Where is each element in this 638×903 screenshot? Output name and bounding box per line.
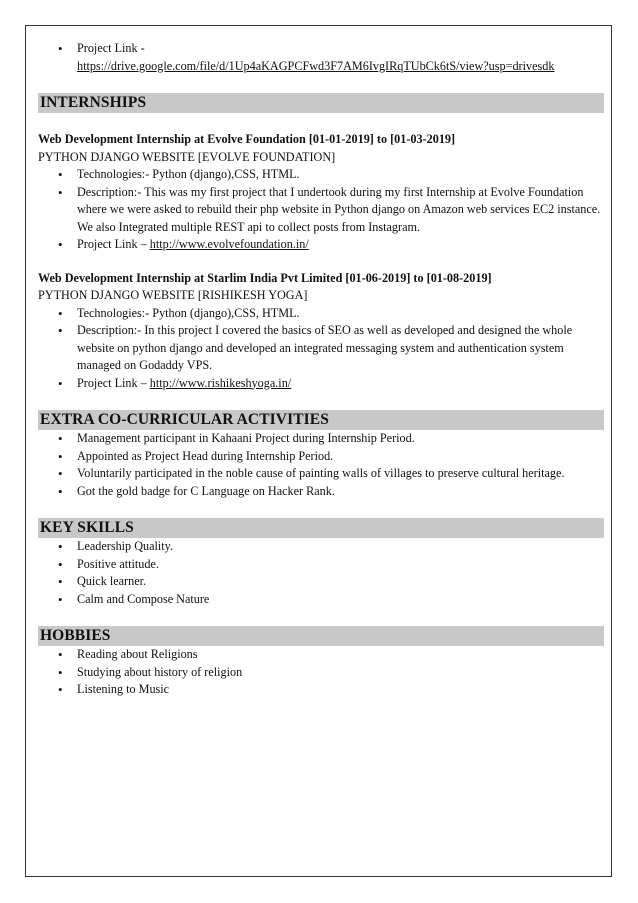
list-item: • Studying about history of religion [38,664,603,682]
resume-content [38,40,603,699]
list-item: • Voluntarily participated in the noble cause of painting walls of villages to preserve cultural heritage. [38,465,603,483]
key-skills-list [38,538,603,608]
project-link-label: Project Link – [77,237,150,251]
list-item: • Description:- This was my first project that I undertook during my first Internship at Evolve Foundation where we were asked to rebuild their php website in Python django on Amazon web services EC2 instance. We also Integrated multiple REST api to collect posts from Instagram. [38,184,603,237]
project-link-url[interactable]: http://www.evolvefoundation.in/ [149,237,309,251]
list-item: • Leadership Quality. [38,538,603,556]
list-item: • Listening to Music [38,681,603,699]
section-heading-internships: INTERNSHIPS [38,93,604,113]
list-item: • Reading about Religions [38,646,603,664]
internship-details [38,166,603,254]
internship-details [38,305,603,393]
list-item: • Appointed as Project Head during Internship Period. [38,448,603,466]
internship-entry-2 [38,270,603,393]
hobbies-list [38,646,603,699]
section-heading-key-skills: KEY SKILLS [38,518,604,538]
project-list-top [38,40,603,75]
list-item [38,375,603,393]
project-link-url[interactable]: http://www.rishikeshyoga.in/ [149,375,292,390]
project-link-url[interactable]: https://drive.google.com/file/d/1Up4aKAGPCFwd3F7AM6IvgIRqTUbCk6tS/view?usp=drivesdk [77,58,555,73]
internship-subtitle: PYTHON DJANGO WEBSITE [EVOLVE FOUNDATION] [38,149,336,164]
list-item: • Management participant in Kahaani Project during Internship Period. [38,430,603,448]
list-item: • Technologies:- Python (django),CSS, HTML. [38,166,603,184]
internship-subtitle: PYTHON DJANGO WEBSITE [RISHIKESH YOGA] [38,288,308,302]
internship-entry-1 [38,131,603,254]
project-link-label: Project Link - [77,41,145,55]
list-item [38,40,603,75]
extra-curricular-list [38,430,603,500]
list-item [38,236,603,254]
list-item: • Got the gold badge for C Language on Hacker Rank. [38,483,603,501]
list-item: • Quick learner. [38,573,603,591]
internship-title: Web Development Internship at Starlim India Pvt Limited [01-06-2019] to [01-08-2019] [38,270,492,285]
section-heading-extra-curricular: EXTRA CO-CURRICULAR ACTIVITIES [38,410,604,430]
list-item: • Calm and Compose Nature [38,591,603,609]
project-link-label: Project Link – [77,375,150,390]
internship-title: Web Development Internship at Evolve Foundation [01-01-2019] to [01-03-2019] [38,132,456,146]
section-heading-hobbies: HOBBIES [38,626,604,646]
list-item: • Description:- In this project I covered the basics of SEO as well as developed and designed the whole website on python django and developed an integrated messaging system and authentication system managed on Godaddy VPS. [38,322,603,375]
list-item: • Technologies:- Python (django),CSS, HTML. [38,305,603,323]
list-item: • Positive attitude. [38,556,603,574]
resume-page [25,25,612,877]
